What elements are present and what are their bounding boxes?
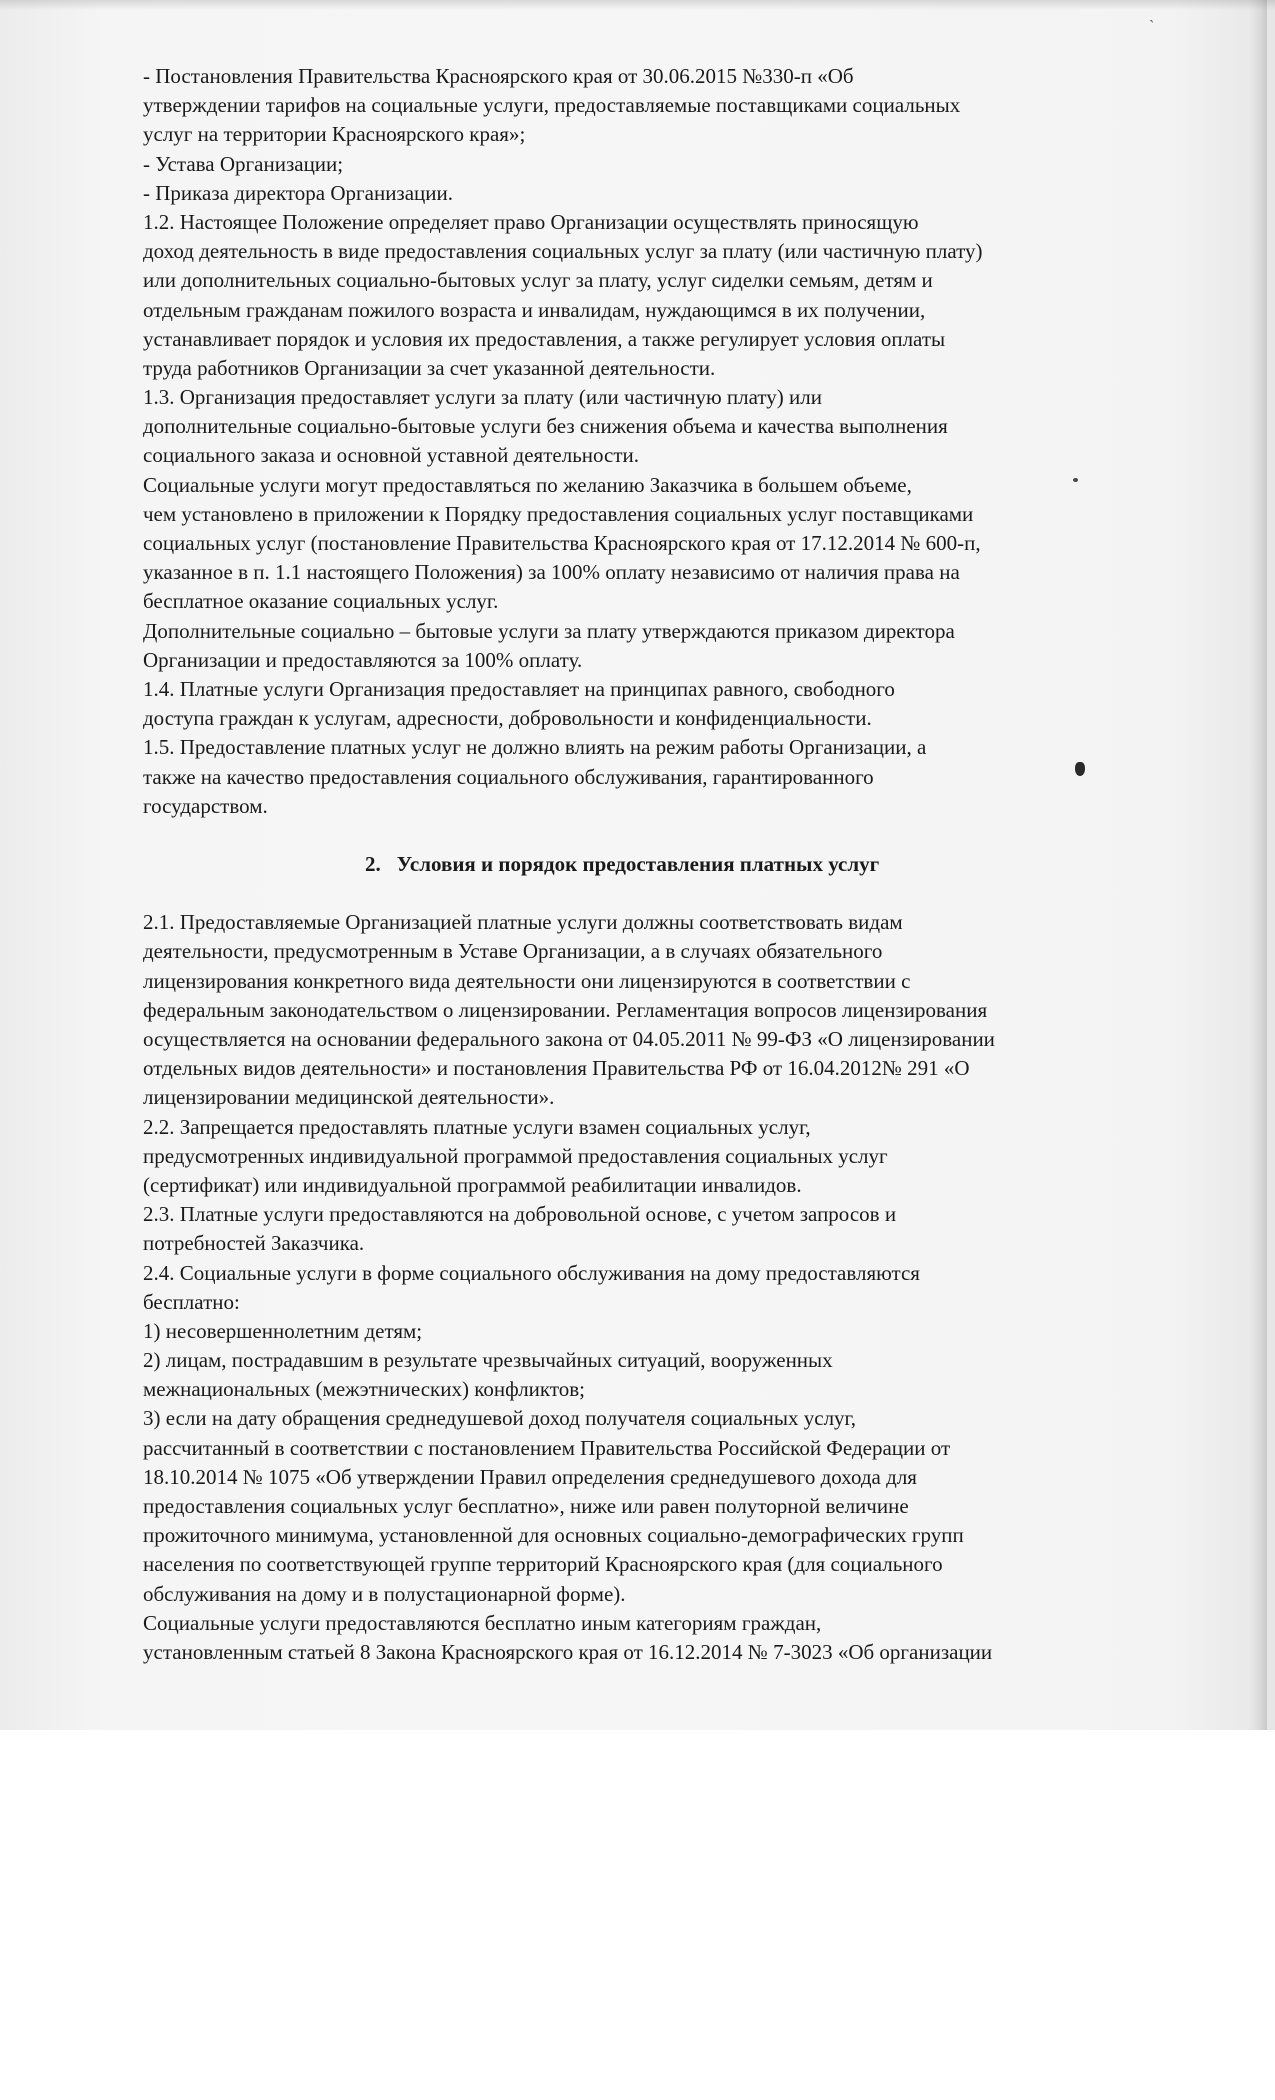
text-line: отдельным гражданам пожилого возраста и инвалидам, нуждающимся в их получении,	[143, 297, 926, 322]
text-line: утверждении тарифов на социальные услуги, предоставляемые поставщиками социальных	[143, 93, 961, 118]
text-line: 1.3. Организация предоставляет услуги за плату (или частичную плату) или	[143, 385, 822, 410]
scan-edge-shadow	[1249, 0, 1267, 1730]
text-line: установленным статьей 8 Закона Красноярского края от 16.12.2014 № 7-3023 «Об организации	[143, 1639, 993, 1664]
text-line: предоставления социальных услуг бесплатно», ниже или равен полуторной величине	[143, 1494, 909, 1518]
text-line: обслуживания на дому и в полустационарной форме).	[143, 1581, 626, 1606]
text-line: бесплатно:	[143, 1289, 240, 1314]
text-line: 2.4. Социальные услуги в форме социального обслуживания на дому предоставляются	[143, 1260, 920, 1285]
text-line: Организации и предоставляются за 100% оплату.	[143, 647, 583, 672]
text-line: предусмотренных индивидуальной программой предоставления социальных услуг	[143, 1143, 888, 1168]
text-line: дополнительные социально-бытовые услуги без снижения объема и качества выполнения	[143, 414, 948, 439]
scan-top-shadow	[0, 0, 1275, 10]
text-line: - Постановления Правительства Красноярского края от 30.06.2015 №330-п «Об	[143, 64, 854, 88]
text-line: 2.1. Предоставляемые Организацией платные услуги должны соответствовать видам	[143, 910, 903, 935]
text-line: Социальные услуги предоставляются бесплатно иным категориям граждан,	[143, 1610, 822, 1635]
text-line: Социальные услуги могут предоставляться по желанию Заказчика в большем объеме,	[143, 472, 912, 497]
text-line: Дополнительные социально – бытовые услуги за плату утверждаются приказом директора	[143, 618, 955, 643]
section-number: 2.	[365, 851, 381, 876]
text-line: 2) лицам, пострадавшим в результате чрезвычайных ситуаций, вооруженных	[143, 1348, 833, 1373]
text-line: государством.	[143, 793, 268, 818]
text-line: услуг на территории Красноярского края»;	[143, 122, 526, 147]
text-line: также на качество предоставления социального обслуживания, гарантированного	[143, 764, 874, 789]
text-line: чем установлено в приложении к Порядку предоставления социальных услуг поставщиками	[143, 501, 974, 526]
text-line: рассчитанный в соответствии с постановлением Правительства Российской Федерации от	[143, 1435, 951, 1460]
section-heading	[143, 850, 1183, 879]
section-title: Условия и порядок предоставления платных услуг	[396, 851, 880, 876]
text-line: 2.3. Платные услуги предоставляются на добровольной основе, с учетом запросов и	[143, 1202, 897, 1227]
text-line: 2.2. Запрещается предоставлять платные услуги взамен социальных услуг,	[143, 1114, 811, 1139]
text-line: устанавливает порядок и условия их предоставления, а также регулирует условия оплаты	[143, 326, 946, 351]
corner-mark: ˋ	[1149, 18, 1155, 35]
text-line: указанное в п. 1.1 настоящего Положения) за 100% оплату независимо от наличия права на	[143, 560, 960, 585]
text-line: федеральным законодательством о лицензировании. Регламентация вопросов лицензирования	[143, 997, 988, 1022]
text-line: социальных услуг (постановление Правительства Красноярского края от 17.12.2014 № 600-п,	[143, 531, 981, 555]
text-line: потребностей Заказчика.	[143, 1231, 365, 1256]
text-line: труда работников Организации за счет указанной деятельности.	[143, 355, 716, 380]
text-line: (сертификат) или индивидуальной программой реабилитации инвалидов.	[143, 1172, 802, 1197]
text-line: деятельности, предусмотренным в Уставе Организации, а в случаях обязательного	[143, 939, 883, 964]
text-line: межнациональных (межэтнических) конфликтов;	[143, 1377, 585, 1402]
text-line: 1.2. Настоящее Положение определяет право Организации осуществлять приносящую	[143, 209, 919, 234]
section-1-text	[143, 62, 1183, 821]
text-line: доход деятельность в виде предоставления социальных услуг за плату (или частичную плату)	[143, 239, 983, 264]
text-line: бесплатное оказание социальных услуг.	[143, 589, 499, 614]
text-line: 1) несовершеннолетним детям;	[143, 1318, 423, 1343]
text-line: 1.5. Предоставление платных услуг не должно влиять на режим работы Организации, а	[143, 735, 927, 760]
text-line: 18.10.2014 № 1075 «Об утверждении Правил определения среднедушевого дохода для	[143, 1464, 917, 1489]
text-line: 1.4. Платные услуги Организация предоставляет на принципах равного, свободного	[143, 676, 895, 701]
text-line: или дополнительных социально-бытовых услуг за плату, услуг сиделки семьям, детям и	[143, 268, 933, 293]
text-line: осуществляется на основании федерального закона от 04.05.2011 № 99-ФЗ «О лицензировании	[143, 1027, 995, 1051]
text-line: лицензировании медицинской деятельности».	[143, 1085, 555, 1110]
document-body	[143, 62, 1183, 1667]
text-line: - Приказа директора Организации.	[143, 180, 454, 205]
text-line: прожиточного минимума, установленной для основных социально-демографических групп	[143, 1523, 964, 1548]
text-line: населения по соответствующей группе территорий Красноярского края (для социального	[143, 1552, 943, 1577]
text-line: 3) если на дату обращения среднедушевой доход получателя социальных услуг,	[143, 1406, 857, 1431]
text-line: - Устава Организации;	[143, 151, 344, 176]
text-line: отдельных видов деятельности» и постановления Правительства РФ от 16.04.2012№ 291 «О	[143, 1056, 970, 1081]
section-2-text	[143, 908, 1183, 1667]
text-line: лицензирования конкретного вида деятельности они лицензируются в соответствии с	[143, 968, 911, 993]
text-line: социального заказа и основной уставной деятельности.	[143, 443, 640, 468]
text-line: доступа граждан к услугам, адресности, добровольности и конфиденциальности.	[143, 706, 872, 731]
